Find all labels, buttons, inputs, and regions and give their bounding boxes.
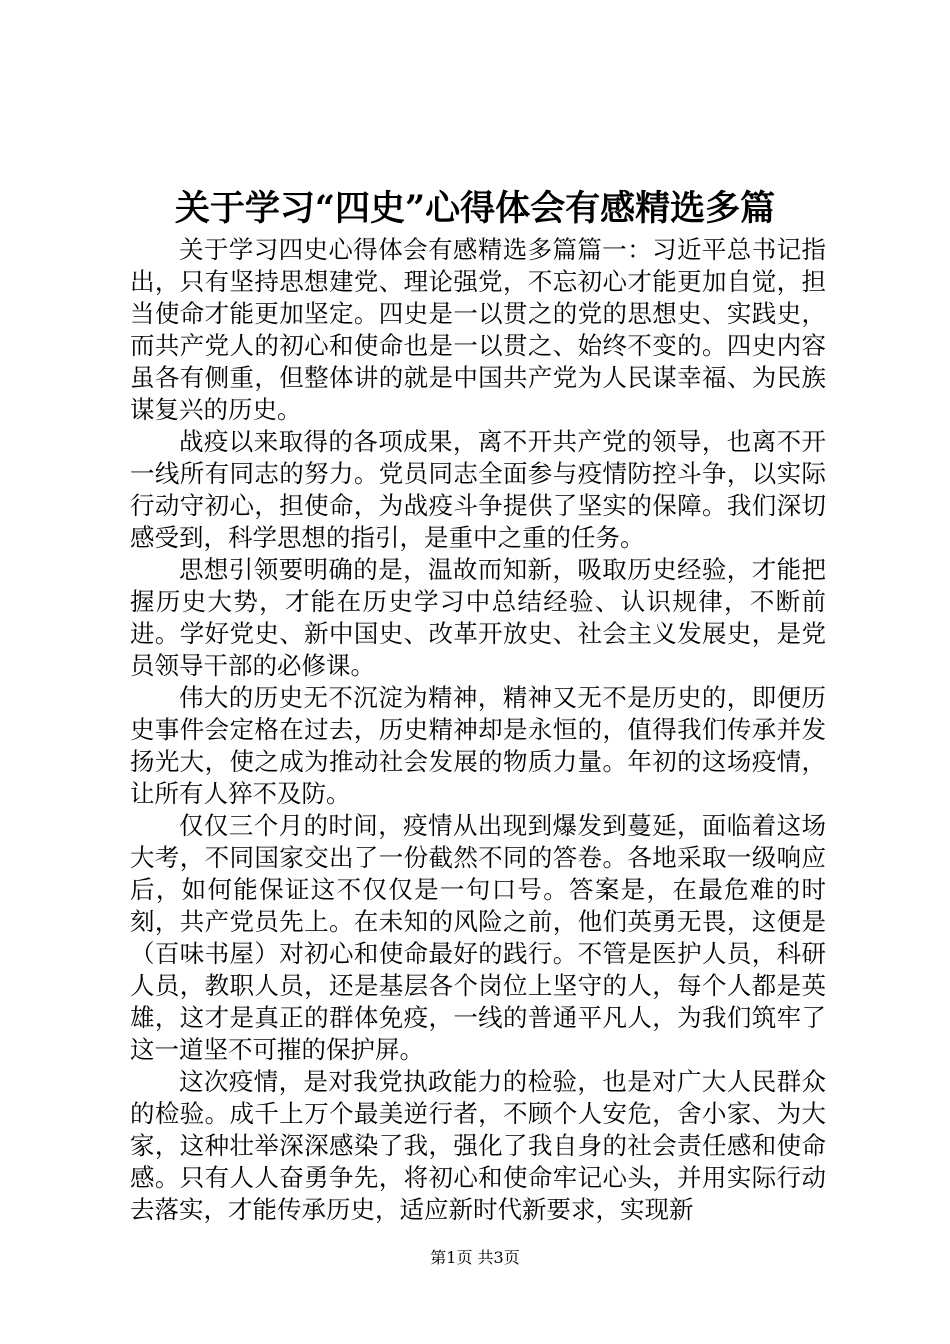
- paragraph: 仅仅三个月的时间，疫情从出现到爆发到蔓延，面临着这场大考，不同国家交出了一份截然不同的答卷。各地采取一级响应后，如何能保证这不仅仅是一句口号。答案是，在最危难的时刻，共产党员先上。在未知的风险之前，他们英勇无畏，这便是（百味书屋）对初心和使命最好的践行。不管是医护人员，科研人员，教职人员，还是基层各个岗位上坚守的人，每个人都是英雄，这才是真正的群体免疫，一线的普通平凡人，为我们筑牢了这一道坚不可摧的保护屏。: [130, 811, 826, 1064]
- paragraph: 战疫以来取得的各项成果，离不开共产党的领导，也离不开一线所有同志的努力。党员同志全面参与疫情防控斗争，以实际行动守初心，担使命，为战疫斗争提供了坚实的保障。我们深切感受到，科学思想的指引，是重中之重的任务。: [130, 427, 826, 552]
- paragraph: 伟大的历史无不沉淀为精神，精神又无不是历史的，即便历史事件会定格在过去，历史精神却是永恒的，值得我们传承并发扬光大，使之成为推动社会发展的物质力量。年初的这场疫情，让所有人猝不及防。: [130, 683, 826, 808]
- paragraph: 思想引领要明确的是，温故而知新，吸取历史经验，才能把握历史大势，才能在历史学习中总结经验、认识规律，不断前进。学好党史、新中国史、改革开放史、社会主义发展史，是党员领导干部的必修课。: [130, 555, 826, 680]
- document-title: 关于学习“四史”心得体会有感精选多篇: [174, 188, 776, 229]
- paragraph: 这次疫情，是对我党执政能力的检验，也是对广大人民群众的检验。成千上万个最美逆行者，不顾个人安危，舍小家、为大家，这种壮举深深感染了我，强化了我自身的社会责任感和使命感。只有人人奋勇争先，将初心和使命牢记心头，并用实际行动去落实，才能传承历史，适应新时代新要求，实现新: [130, 1067, 826, 1224]
- paragraph: 关于学习四史心得体会有感精选多篇篇一：习近平总书记指出，只有坚持思想建党、理论强党，不忘初心才能更加自觉，担当使命才能更加坚定。四史是一以贯之的党的思想史、实践史，而共产党人的初心和使命也是一以贯之、始终不变的。四史内容虽各有侧重，但整体讲的就是中国共产党为人民谋幸福、为民族谋复兴的历史。: [130, 235, 826, 424]
- document-body: [130, 234, 826, 1226]
- page-footer: 第1页 共3页: [430, 1248, 520, 1267]
